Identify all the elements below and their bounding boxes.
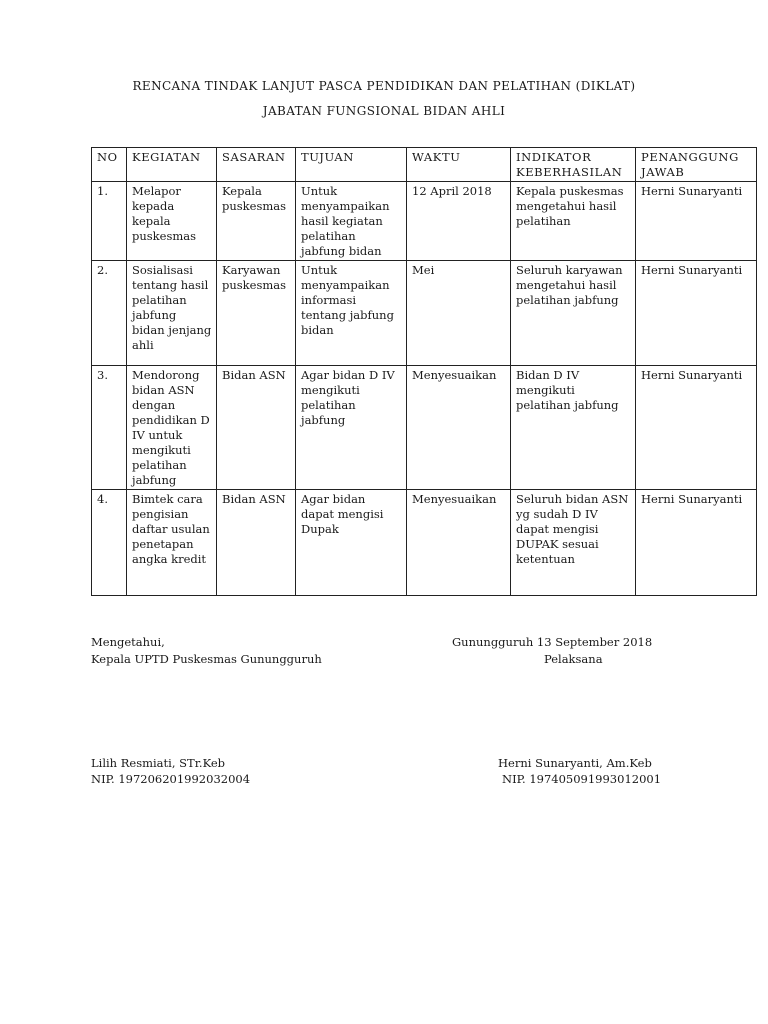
cell-no: 1. (92, 182, 127, 261)
document-title: RENCANA TINDAK LANJUT PASCA PENDIDIKAN DAN PELATIHAN (DIKLAT) (132, 79, 636, 93)
cell-indikator: Bidan D IV mengikuti pelatihan jabfung (511, 366, 636, 490)
header-waktu: WAKTU (407, 148, 511, 182)
cell-sasaran: Karyawan puskesmas (217, 261, 296, 366)
cell-waktu: Menyesuaikan (407, 490, 511, 596)
cell-no: 2. (92, 261, 127, 366)
cell-kegiatan: Mendorong bidan ASN dengan pendidikan D IV untuk mengikuti pelatihan jabfung (127, 366, 217, 490)
place-date: Gunungguruh 13 September 2018 (452, 635, 653, 649)
acknowledged-label: Mengetahui, (91, 635, 165, 649)
cell-tujuan: Untuk menyampaikan informasi tentang jabfung bidan (296, 261, 407, 366)
cell-tujuan: Agar bidan dapat mengisi Dupak (296, 490, 407, 596)
document-subtitle: JABATAN FUNGSIONAL BIDAN AHLI (262, 104, 506, 118)
cell-penanggung-jawab: Herni Sunaryanti (636, 490, 757, 596)
cell-indikator: Seluruh bidan ASN yg sudah D IV dapat mengisi DUPAK sesuai ketentuan (511, 490, 636, 596)
cell-penanggung-jawab: Herni Sunaryanti (636, 366, 757, 490)
executor-nip: NIP. 197405091993012001 (502, 772, 662, 786)
cell-penanggung-jawab: Herni Sunaryanti (636, 261, 757, 366)
cell-indikator: Kepala puskesmas mengetahui hasil pelatihan (511, 182, 636, 261)
table-row (92, 366, 757, 490)
table-row (92, 261, 757, 366)
cell-penanggung-jawab: Herni Sunaryanti (636, 182, 757, 261)
cell-tujuan: Agar bidan D IV mengikuti pelatihan jabfung (296, 366, 407, 490)
cell-waktu: 12 April 2018 (407, 182, 511, 261)
cell-no: 3. (92, 366, 127, 490)
cell-kegiatan: Melapor kepada kepala puskesmas (127, 182, 217, 261)
cell-tujuan: Untuk menyampaikan hasil kegiatan pelatihan jabfung bidan (296, 182, 407, 261)
cell-indikator: Seluruh karyawan mengetahui hasil pelatihan jabfung (511, 261, 636, 366)
table-row (92, 182, 757, 261)
cell-sasaran: Bidan ASN (217, 366, 296, 490)
executor-label: Pelaksana (544, 652, 603, 666)
header-sasaran: SASARAN (217, 148, 296, 182)
cell-sasaran: Bidan ASN (217, 490, 296, 596)
cell-no: 4. (92, 490, 127, 596)
cell-kegiatan: Bimtek cara pengisian daftar usulan penetapan angka kredit (127, 490, 217, 596)
header-indikator: INDIKATOR KEBERHASILAN (511, 148, 636, 182)
header-penanggung-jawab: PENANGGUNG JAWAB (636, 148, 757, 182)
cell-kegiatan: Sosialisasi tentang hasil pelatihan jabfung bidan jenjang ahli (127, 261, 217, 366)
cell-sasaran: Kepala puskesmas (217, 182, 296, 261)
executor-name: Herni Sunaryanti, Am.Keb (498, 756, 652, 770)
table-row (92, 490, 757, 596)
head-title: Kepala UPTD Puskesmas Gunungguruh (91, 652, 322, 666)
table-header-row (92, 148, 757, 182)
header-no: NO (92, 148, 127, 182)
head-nip: NIP. 197206201992032004 (91, 772, 251, 786)
cell-waktu: Menyesuaikan (407, 366, 511, 490)
head-name: Lilih Resmiati, STr.Keb (91, 756, 226, 770)
cell-waktu: Mei (407, 261, 511, 366)
plan-table (91, 147, 757, 596)
header-kegiatan: KEGIATAN (127, 148, 217, 182)
header-tujuan: TUJUAN (296, 148, 407, 182)
